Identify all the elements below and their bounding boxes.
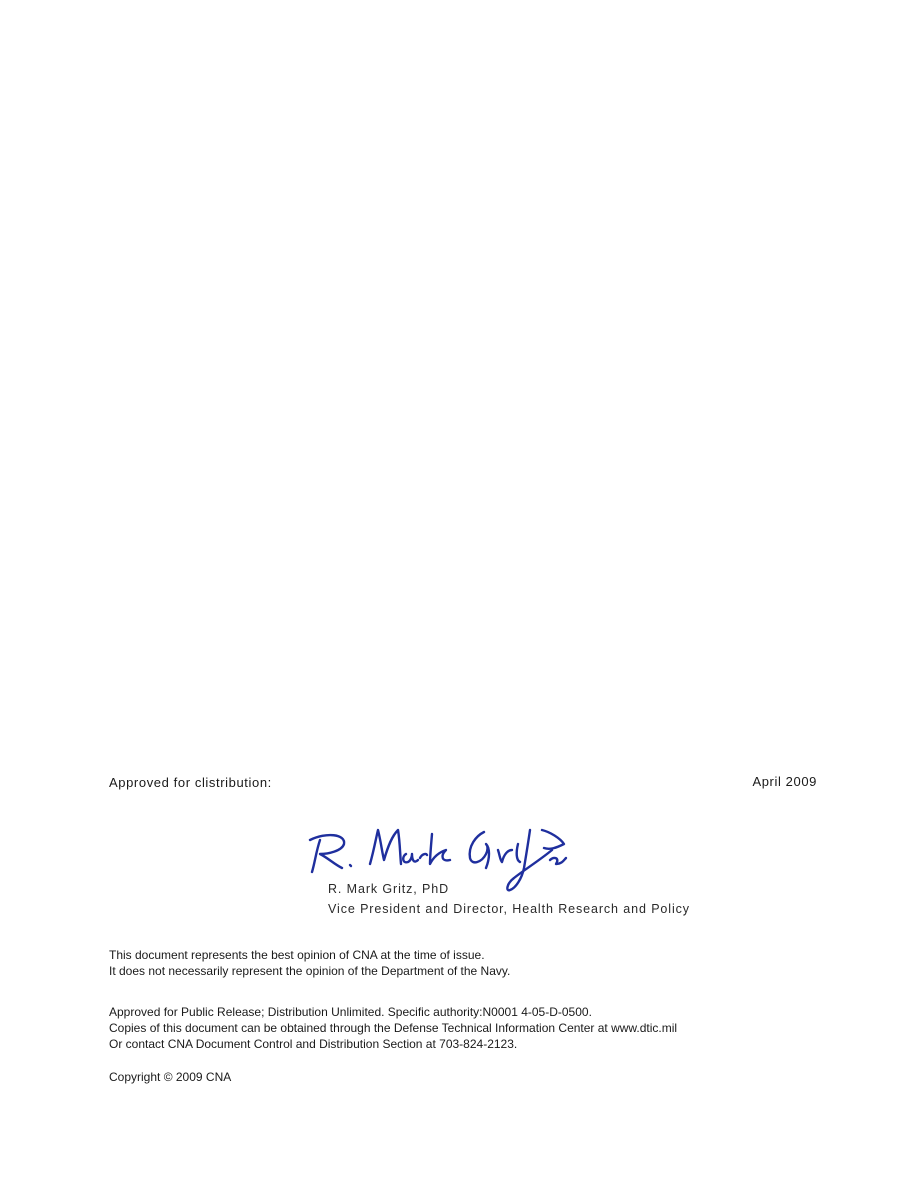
- distribution-line-1: Approved for Public Release; Distribution Unlimited. Specific authority:N0001 4-05-D-0500.: [109, 1005, 592, 1019]
- approval-label: Approved for clistribution:: [109, 775, 272, 790]
- distribution-line-2: Copies of this document can be obtained through the Defense Technical Information Center at www.dtic.mil: [109, 1021, 678, 1035]
- signer-title: Vice President and Director, Health Research and Policy: [328, 902, 690, 916]
- signer-name: R. Mark Gritz, PhD: [328, 882, 450, 896]
- disclaimer-line-2: It does not necessarily represent the opinion of the Department of the Navy.: [109, 964, 511, 978]
- distribution-line-3: Or contact CNA Document Control and Distribution Section at 703-824-2123.: [109, 1037, 518, 1051]
- copyright-notice: Copyright © 2009 CNA: [109, 1070, 232, 1084]
- approval-date: April 2009: [752, 774, 817, 789]
- disclaimer-line-1: This document represents the best opinion of CNA at the time of issue.: [109, 948, 485, 962]
